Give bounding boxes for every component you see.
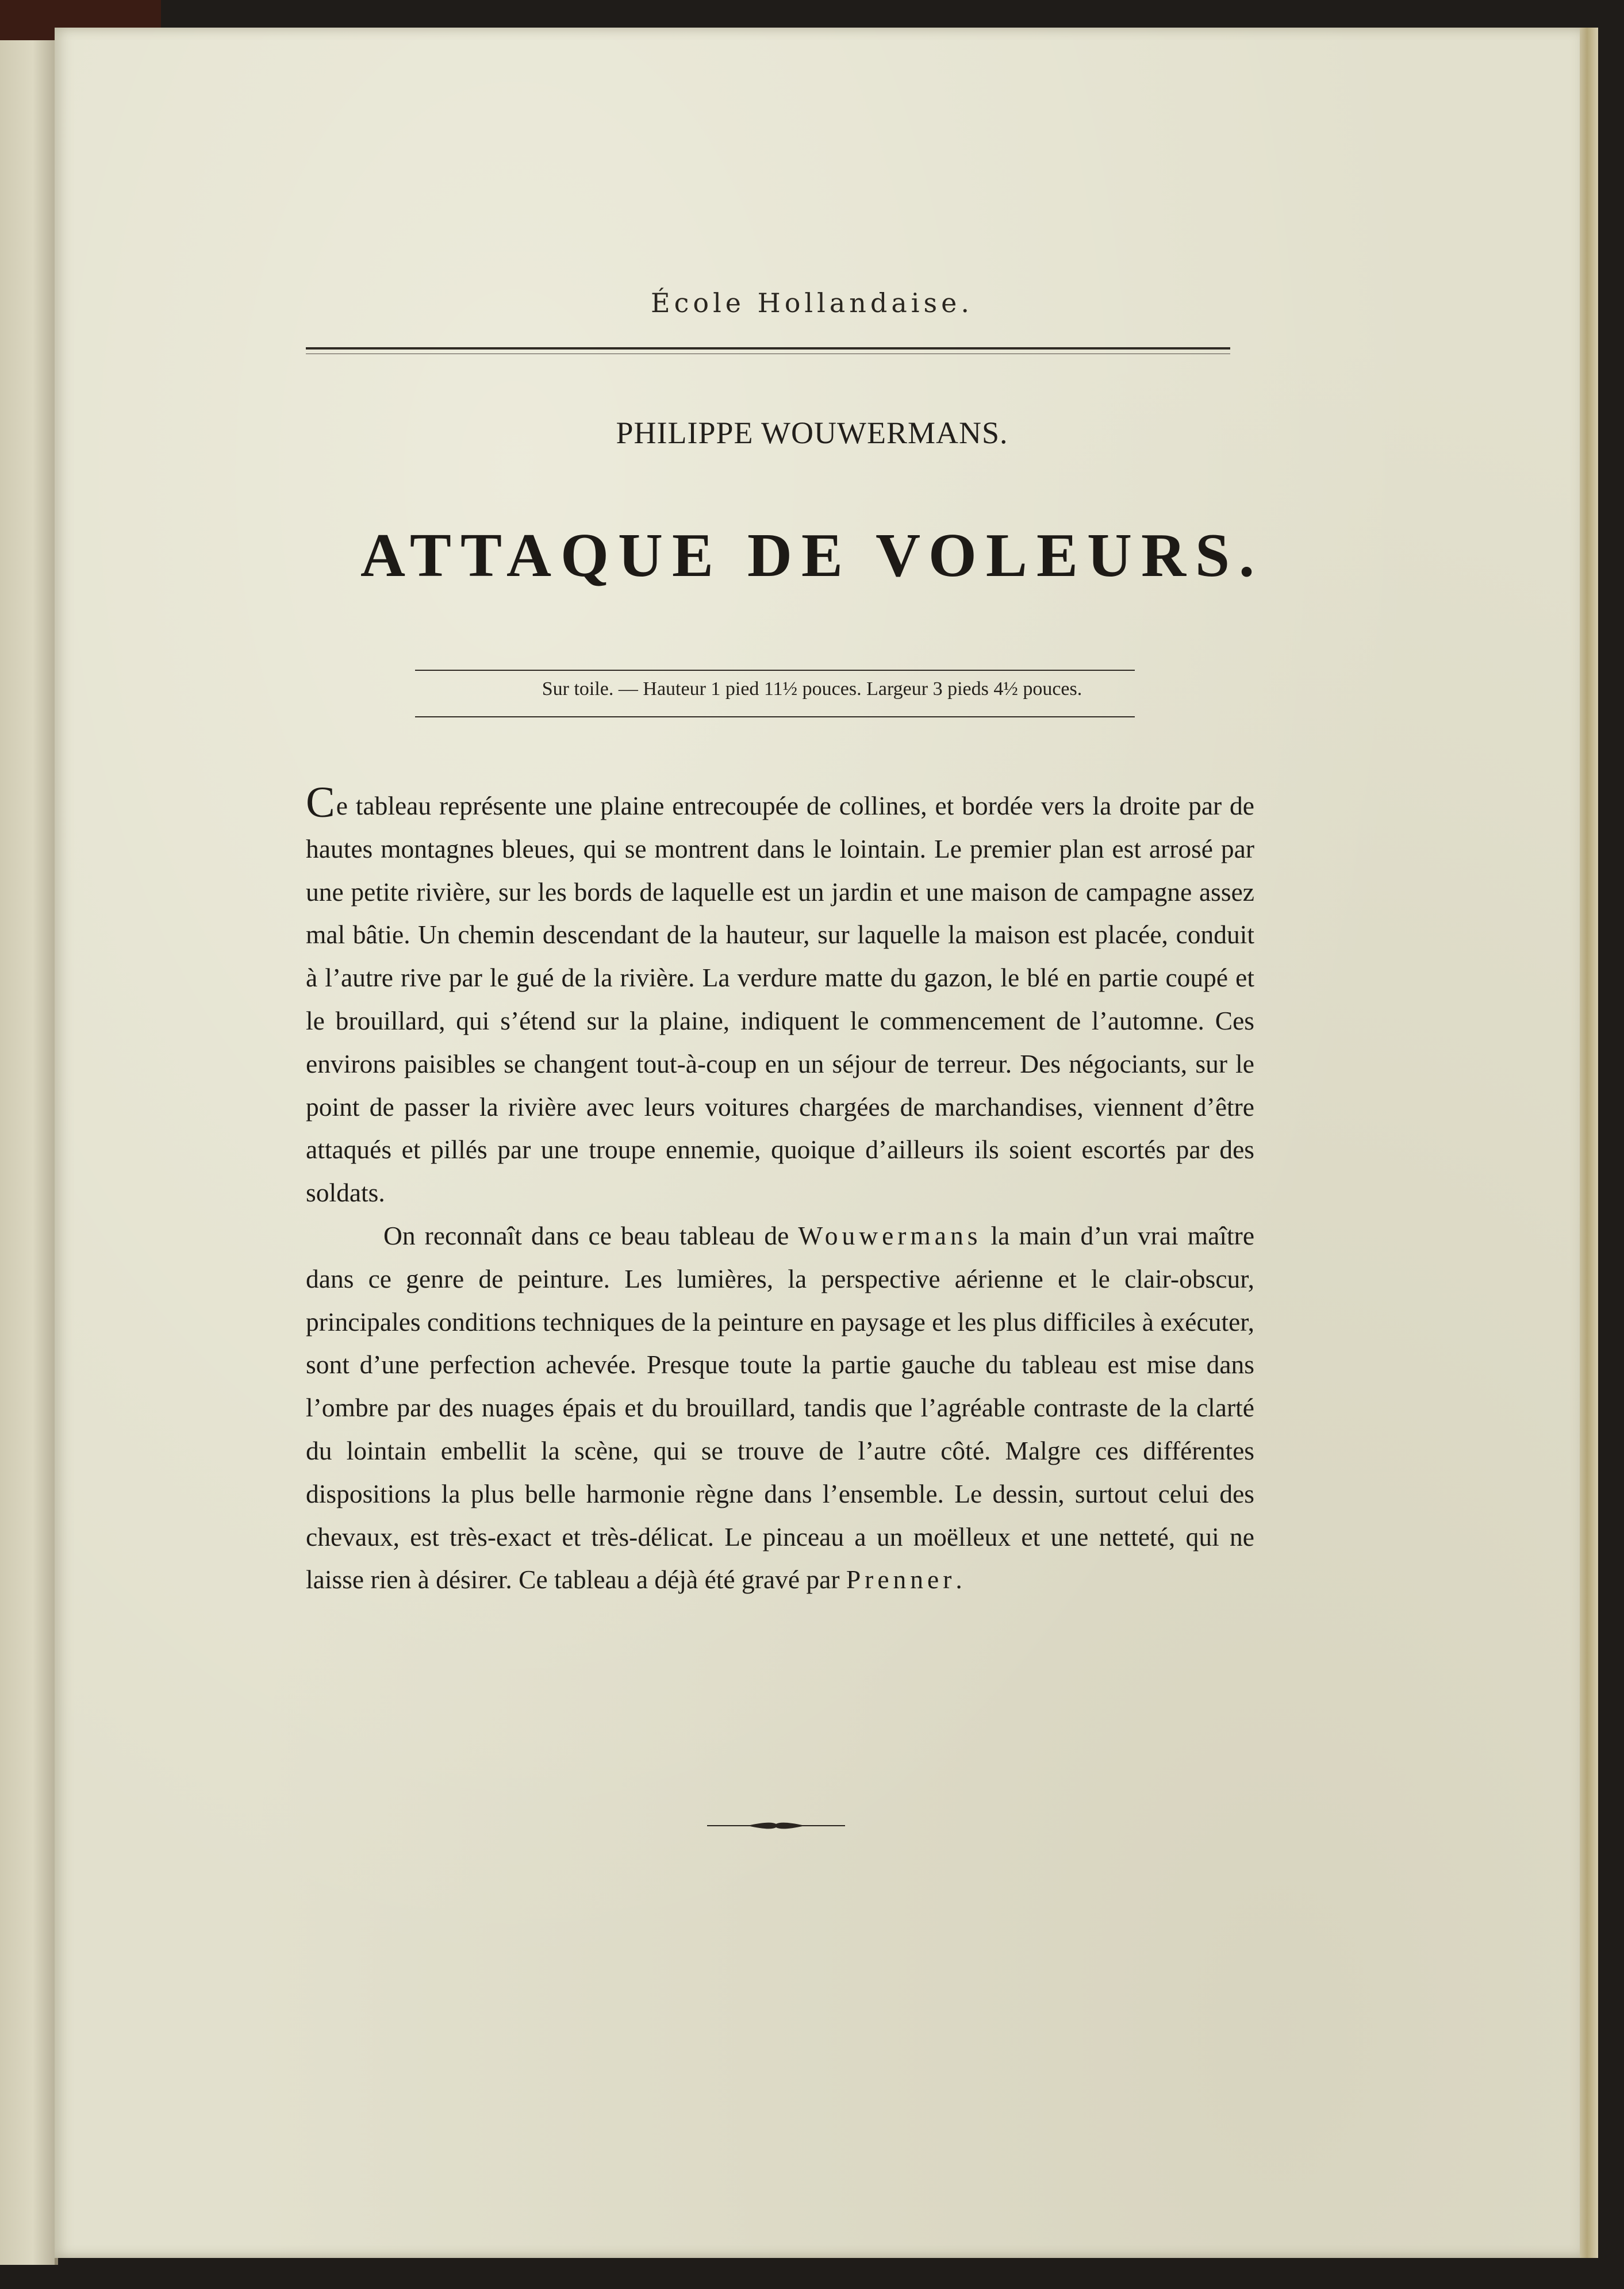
header-rule-thick bbox=[306, 347, 1230, 350]
description-text bbox=[306, 778, 1255, 1601]
painting-title: ATTAQUE DE VOLEURS. bbox=[360, 521, 1264, 590]
school-header: École Hollandaise. bbox=[651, 287, 973, 318]
painting-dimensions: Sur toile. — Hauteur 1 pied 11½ pouces. Largeur 3 pieds 4½ pouces. bbox=[542, 678, 1082, 700]
drop-cap: C bbox=[306, 778, 335, 827]
page-stack-edge bbox=[1580, 28, 1598, 2258]
paragraph-2-text-middle: la main d’un vrai maître dans ce genre de peinture. Les lumières, la perspective aérienne et le clair-obscur, principales conditions techniques de la peinture en paysage et les plus difficiles à exécuter, sont d’une perfection achevée. Presque toute la partie gauche du tableau est mise dans l’ombre par des nuages épais et du brouillard, tandis que l’agréable contraste de la clarté du lointain embellit la scène, qui se trouve de l’autre côté. Malgre ces différentes dispositions la plus belle harmonie règne dans l’ensemble. Le dessin, surtout celui des chevaux, est très-exact et très-délicat. Le pinceau a un moëlleux et une netteté, qui ne laisse rien à désirer. Ce tableau a déjà été gravé par bbox=[306, 1220, 1255, 1595]
paragraph-2 bbox=[306, 1215, 1254, 1601]
dimensions-rule-bottom bbox=[415, 716, 1135, 717]
paragraph-1-text: e tableau représente une plaine entrecoupée de collines, et bordée vers la droite par de hautes montagnes bleues, qui se montrent dans le lointain. Le premier plan est arrosé par une petite rivière, sur les bords de laquelle est un jardin et une maison de campagne assez mal bâtie. Un chemin descendant de la hauteur, sur laquelle la maison est placée, conduit à l’autre rive par le gué de la rivière. La verdure matte du gazon, le blé en partie coupé et le brouillard, qui s’étend sur la plaine, indiquent le commencement de l’automne. Ces environs paisibles se changent tout-à-coup en un séjour de terreur. Des négociants, sur le point de passer la rivière avec leurs voitures chargées de marchandises, viennent d’être attaqués et pillés par une troupe ennemie, quoique d’ailleurs ils soient escortés par des soldats. bbox=[306, 791, 1254, 1208]
paragraph-2-text-start: On reconnaît dans ce beau tableau de bbox=[383, 1220, 798, 1250]
painter-name-spaced: Wouwermans bbox=[798, 1220, 982, 1250]
facing-page-edge bbox=[0, 40, 58, 2265]
artist-name: PHILIPPE WOUWERMANS. bbox=[616, 416, 1008, 450]
dimensions-rule-top bbox=[415, 670, 1135, 671]
paragraph-2-text-end: . bbox=[955, 1565, 962, 1595]
paragraph-1 bbox=[306, 778, 1254, 1215]
engraver-name-spaced: Prenner bbox=[846, 1565, 956, 1595]
tailpiece-ornament-icon bbox=[707, 1819, 845, 1833]
